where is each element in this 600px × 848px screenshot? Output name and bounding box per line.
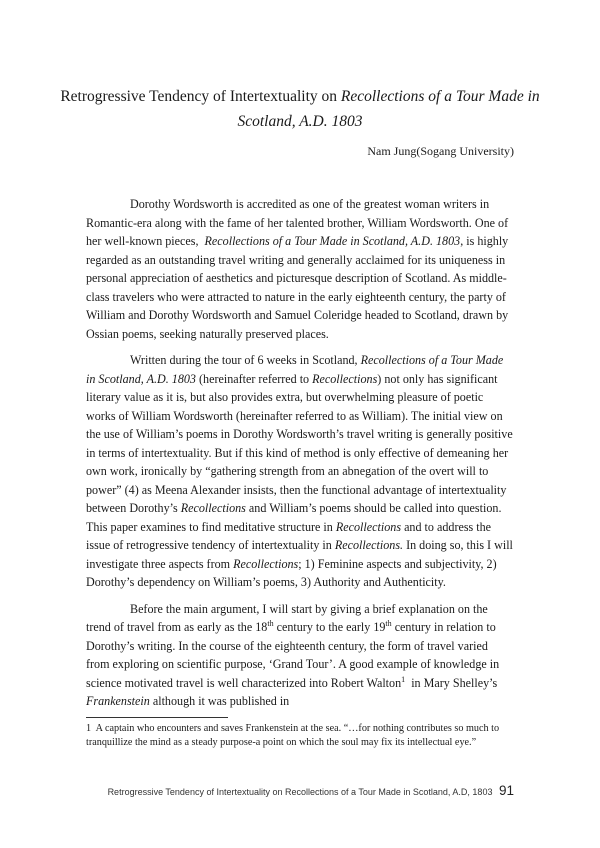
paragraph-2: Written during the tour of 6 weeks in Scotland, Recollections of a Tour Made in Scotland, A.D. 1803 (hereinafter referred to Recollections) not only has significant literary value as it is, but also provides extra, but overwhelming pleasure of poetic works of William Wordsworth (hereinafter referred to as William). The initial view on the use of William’s poems in Dorothy Wordsworth’s travel writing is generally positive in terms of intertextuality. But if this kind of method is only effective of demeaning her own work, ironically by “gathering strength from an abnegation of the overt will to power” (4) as Meena Alexander insists, then the functional advantage of intertextuality between Dorothy’s Recollections and William’s poems should be called into question. This paper examines to find meditative structure in Recollections and to address the issue of retrogressive tendency of intertextuality in Recollections. In doing so, this I will investigate three aspects from Recollections; 1) Feminine aspects and subjectivity, 2) Dorothy’s dependency on William’s poems, 3) Authority and Authenticity. — [86, 353, 513, 589]
running-title: Retrogressive Tendency of Intertextuality on Recollections of a Tour Made in Scotland, A.D, 1803 — [107, 787, 493, 797]
paper-title — [60, 84, 540, 134]
title-plain: Retrogressive Tendency of Intertextuality on — [60, 88, 338, 105]
footnote-text: A captain who encounters and saves Frankenstein at the sea. “…for nothing contributes so much to tranquillize the mind as a steady purpose-a point on which the soul may fix its intellectual eye.” — [86, 723, 500, 748]
page-number: 91 — [498, 783, 514, 798]
footnote — [86, 722, 516, 750]
paragraph-1: Dorothy Wordsworth is accredited as one of the greatest woman writers in Romantic-era along with the fame of her talented brother, William Wordsworth. One of her well-known pieces, Recollections of a Tour Made in Scotland, A.D. 1803, is highly regarded as an outstanding travel writing and generally acclaimed for its uniqueness in personal appreciation of aesthetics and picturesque description of Scotland. As middle-class travelers who were attracted to nature in the early eighteenth century, the party of William and Dorothy Wordsworth and Samuel Coleridge headed to Scotland, drawn by Ossian poems, seeking naturally preserved places. — [86, 197, 509, 341]
body-text — [86, 195, 514, 719]
footnote-mark: 1 — [86, 723, 92, 734]
title-italic: Recollections of a Tour Made in Scotland, A.D. 1803 — [237, 88, 540, 130]
author-affiliation: Nam Jung(Sogang University) — [367, 144, 514, 158]
footnote-divider — [86, 717, 228, 718]
footnote-reference[interactable]: 1 — [401, 674, 406, 684]
page-footer — [108, 783, 514, 798]
paragraph-3: Before the main argument, I will start by giving a brief explanation on the trend of travel from as early as the 18th century to the early 19th century in relation to Dorothy’s writing. In the course of the eighteenth century, the form of travel varied from exploring on scientific purpose, ‘Grand Tour’. A good example of knowledge in science motivated travel is well characterized into Robert Walton$^1$ in Mary Shelley’s Frankenstein although it was published in — [86, 601, 500, 708]
